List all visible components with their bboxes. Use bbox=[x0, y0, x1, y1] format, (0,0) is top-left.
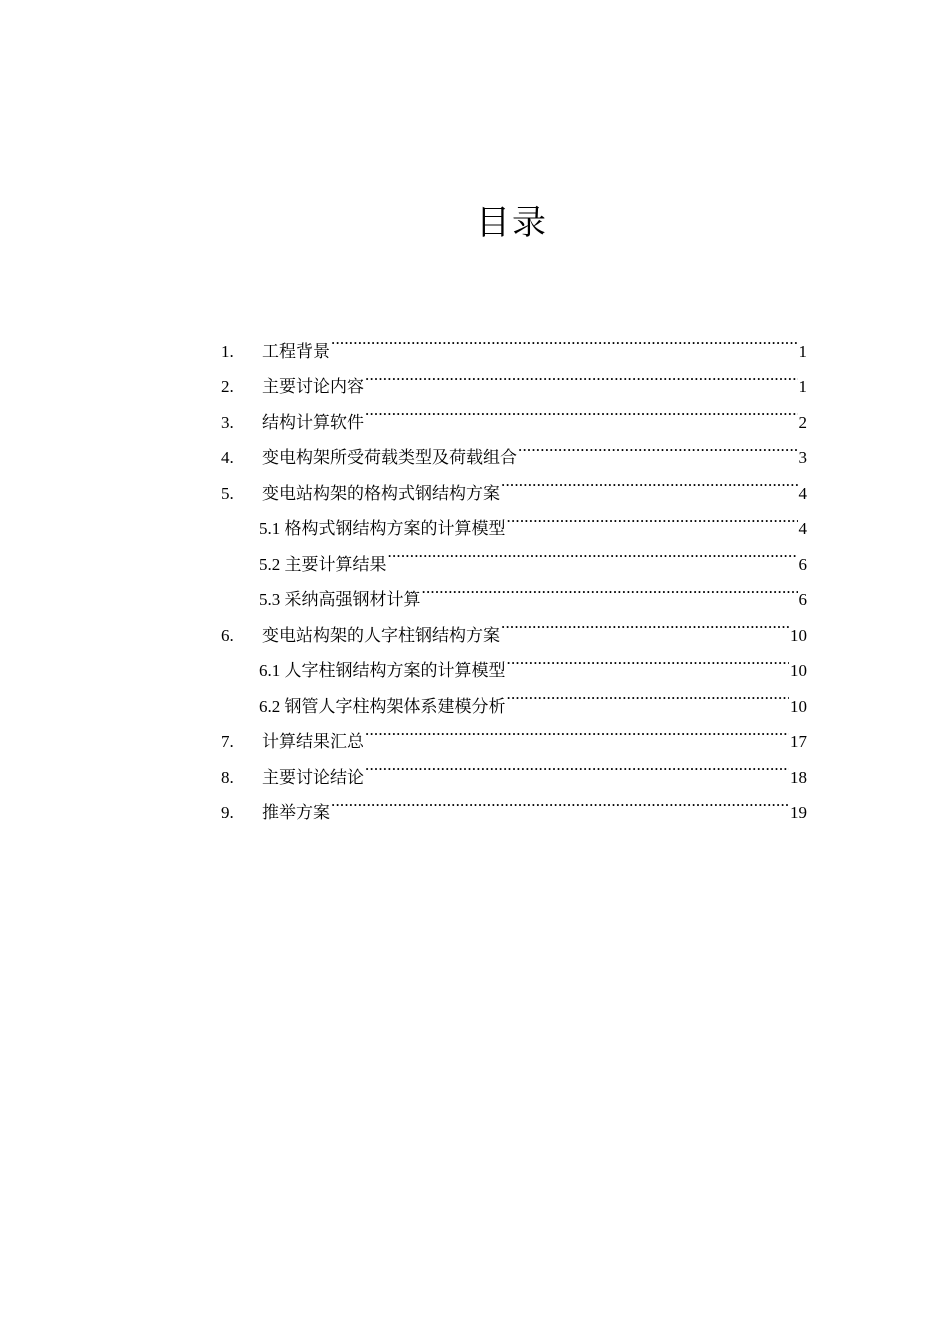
toc-entry-title: 计算结果汇总 bbox=[262, 732, 364, 751]
toc-dot-leader bbox=[507, 499, 798, 535]
toc-entry-title: 变电构架所受荷载类型及荷载组合 bbox=[262, 448, 517, 467]
toc-dot-leader bbox=[331, 321, 798, 357]
toc-entry-page: 18 bbox=[790, 767, 807, 787]
toc-entry-number: 1. bbox=[221, 341, 234, 361]
table-of-contents bbox=[221, 321, 807, 822]
toc-entry-title: 主要讨论结论 bbox=[262, 767, 364, 787]
toc-entry-page: 10 bbox=[790, 625, 807, 645]
toc-dot-leader bbox=[365, 712, 789, 748]
toc-dot-leader bbox=[388, 534, 798, 570]
toc-entry-title: 主要讨论内容 bbox=[262, 377, 364, 396]
toc-dot-leader bbox=[365, 392, 798, 428]
toc-entry-number: 6. bbox=[221, 625, 234, 645]
toc-entry-number: 7. bbox=[221, 732, 234, 751]
toc-entry-number: 2. bbox=[221, 377, 234, 396]
toc-entry-page: 3 bbox=[798, 448, 807, 467]
toc-entry-number: 9. bbox=[221, 803, 234, 822]
toc-entry-title: 6.1 人字柱钢结构方案的计算模型 bbox=[259, 661, 506, 680]
toc-entry-title: 变电站构架的人字柱钢结构方案 bbox=[262, 625, 500, 645]
toc-dot-leader bbox=[422, 570, 798, 606]
toc-entry-title: 推举方案 bbox=[262, 803, 330, 822]
toc-dot-leader bbox=[501, 605, 789, 641]
toc-entry-number: 4. bbox=[221, 448, 234, 467]
page-title: 目录 bbox=[476, 203, 548, 243]
toc-dot-leader bbox=[507, 641, 790, 677]
toc-dot-leader bbox=[501, 463, 798, 499]
toc-entry-title: 5.2 主要计算结果 bbox=[259, 554, 387, 574]
toc-entry-title: 工程背景 bbox=[262, 341, 330, 361]
toc-entry[interactable] bbox=[221, 321, 807, 361]
toc-entry-number: 8. bbox=[221, 767, 234, 787]
toc-entry-title: 6.2 钢管人字柱构架体系建模分析 bbox=[259, 696, 506, 716]
toc-dot-leader bbox=[331, 783, 789, 819]
toc-entry-page: 6 bbox=[798, 554, 807, 574]
toc-entry-title: 变电站构架的格构式钢结构方案 bbox=[262, 483, 500, 503]
toc-entry-page: 10 bbox=[790, 696, 807, 716]
toc-entry-page: 10 bbox=[790, 661, 807, 680]
toc-entry-page: 17 bbox=[790, 732, 807, 751]
toc-entry-page: 2 bbox=[798, 412, 807, 432]
toc-entry-page: 4 bbox=[798, 519, 807, 538]
toc-dot-leader bbox=[365, 357, 798, 393]
toc-entry-page: 6 bbox=[798, 590, 807, 609]
toc-entry-page: 1 bbox=[798, 377, 807, 396]
toc-entry-number: 5. bbox=[221, 483, 234, 503]
toc-entry-page: 1 bbox=[798, 341, 807, 361]
toc-dot-leader bbox=[507, 676, 790, 712]
toc-entry-number: 3. bbox=[221, 412, 234, 432]
toc-dot-leader bbox=[365, 747, 789, 783]
toc-entry-page: 19 bbox=[790, 803, 807, 822]
toc-entry-title: 结构计算软件 bbox=[262, 412, 364, 432]
toc-dot-leader bbox=[518, 428, 798, 464]
toc-entry-title: 5.1 格构式钢结构方案的计算模型 bbox=[259, 519, 506, 538]
toc-entry-title: 5.3 采纳高强钢材计算 bbox=[259, 590, 421, 609]
toc-entry-page: 4 bbox=[798, 483, 807, 503]
